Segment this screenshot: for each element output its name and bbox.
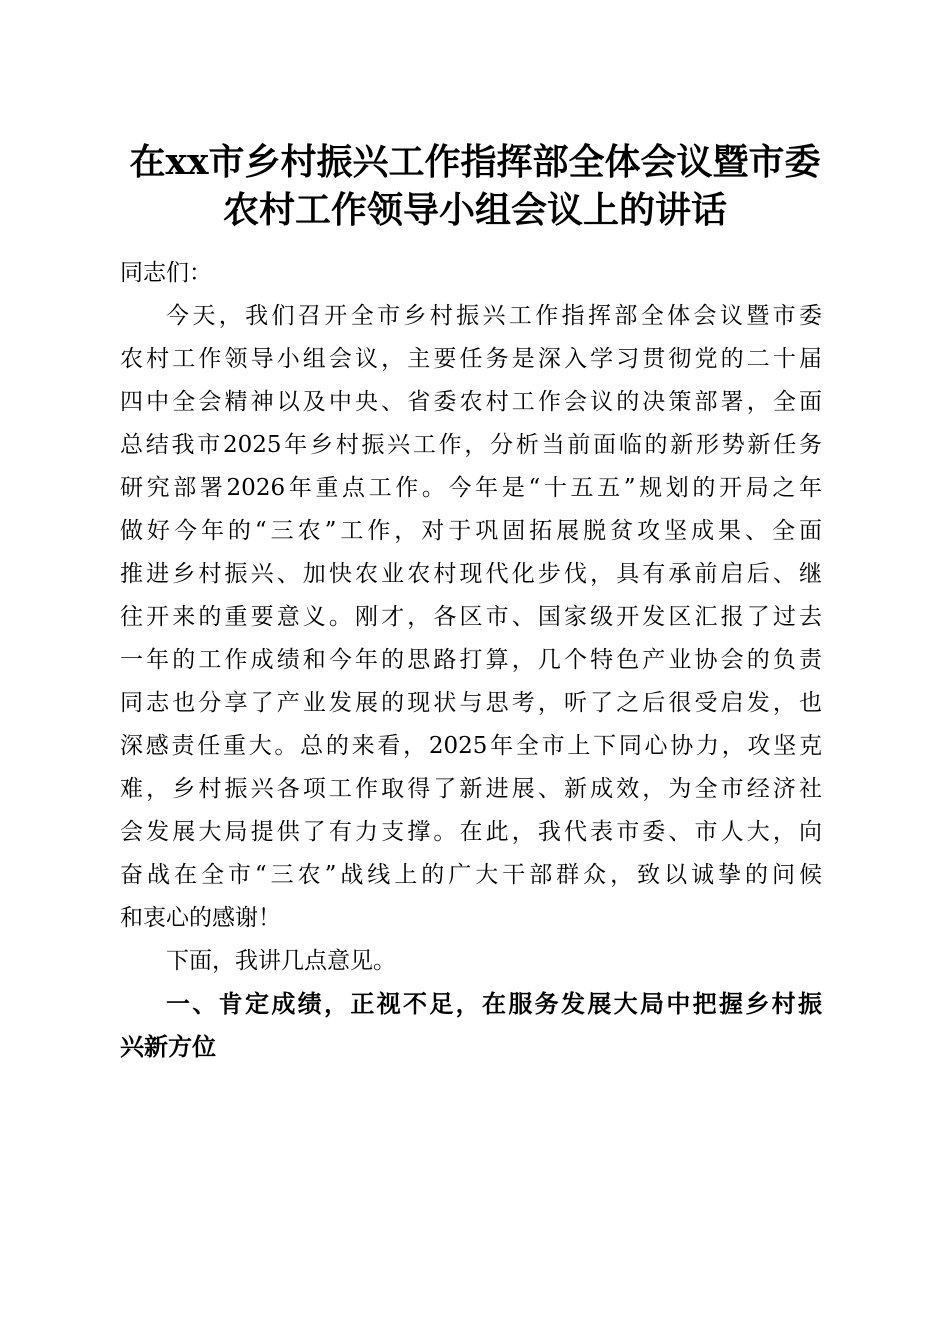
paragraph-line: 做好今年的“三农”工作，对于巩固拓展脱贫攻坚成果、全面 [120,518,822,544]
paragraph-transition: 下面，我讲几点意见。 [166,948,396,974]
paragraph-line: 总结我市2025年乡村振兴工作，分析当前面临的新形势新任务 [120,432,822,458]
greeting: 同志们： [120,260,212,286]
paragraph-line: 推进乡村振兴、加快农业农村现代化步伐，具有承前启后、继 [120,561,822,587]
paragraph-line: 研究部署2026年重点工作。今年是“十五五”规划的开局之年 [120,475,822,501]
section-heading-1 [120,983,822,1069]
paragraph-line: 往开来的重要意义。刚才，各区市、国家级开发区汇报了过去 [120,604,822,630]
paragraph-line: 四中全会精神以及中央、省委农村工作会议的决策部署，全面 [120,389,822,415]
document-body [120,252,822,1069]
paragraph-line: 今天，我们召开全市乡村振兴工作指挥部全体会议暨市委 [166,303,822,329]
paragraph-intro [120,295,822,940]
heading-line: 一、肯定成绩，正视不足，在服务发展大局中把握乡村振 [166,990,822,1018]
paragraph-line: 农村工作领导小组会议，主要任务是深入学习贯彻党的二十届 [120,346,822,372]
paragraph-line: 同志也分享了产业发展的现状与思考，听了之后很受启发，也 [120,690,822,716]
title-line-1: 在xx市乡村振兴工作指挥部全体会议暨市委 [129,141,821,183]
paragraph-line: 深感责任重大。总的来看，2025年全市上下同心协力，攻坚克 [120,733,822,759]
heading-line: 兴新方位 [120,1033,216,1061]
title-line-2: 农村工作领导小组会议上的讲话 [222,189,727,231]
document-title [110,138,840,234]
paragraph-line: 奋战在全市“三农”战线上的广大干部群众，致以诚挚的问候 [120,862,822,888]
paragraph-line: 会发展大局提供了有力支撑。在此，我代表市委、市人大，向 [120,819,822,845]
paragraph-line: 难，乡村振兴各项工作取得了新进展、新成效，为全市经济社 [120,776,822,802]
paragraph-line: 一年的工作成绩和今年的思路打算，几个特色产业协会的负责 [120,647,822,673]
paragraph-line: 和衷心的感谢！ [120,905,281,931]
